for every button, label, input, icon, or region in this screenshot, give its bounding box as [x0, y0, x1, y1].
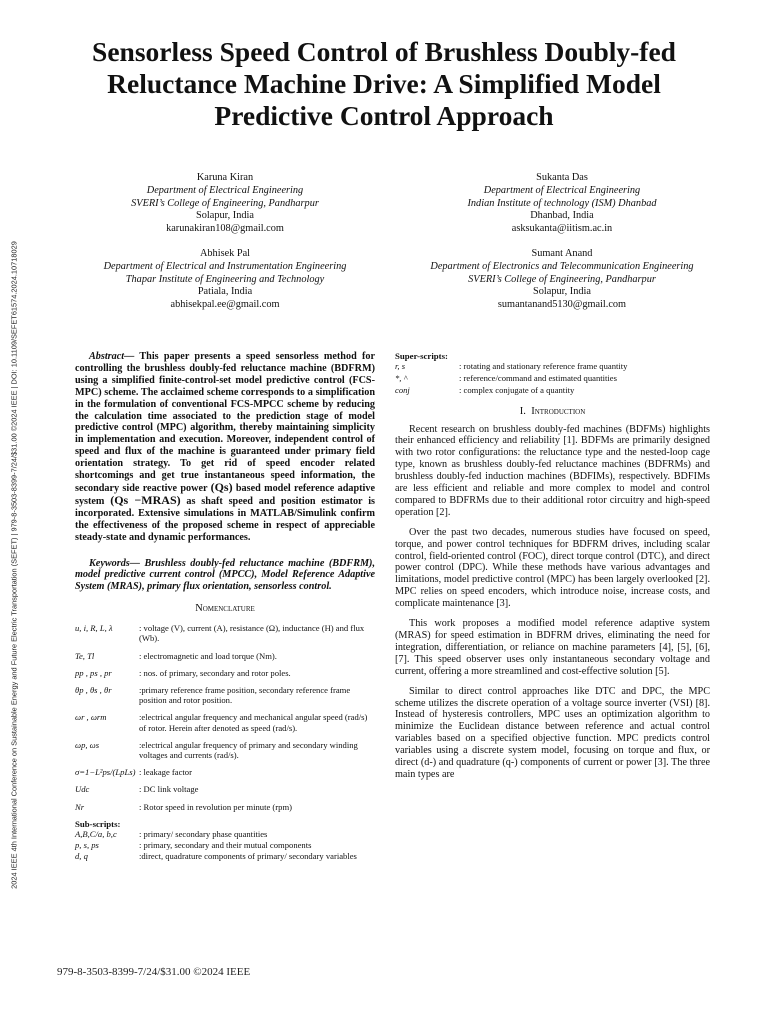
nomenclature-row	[75, 685, 375, 705]
nomenclature-symbol: Te, Tl	[75, 650, 95, 661]
nomenclature-symbol: A,B,C/a, b,c	[75, 828, 117, 839]
nomenclature-row	[75, 651, 375, 661]
nomenclature-row	[75, 767, 375, 777]
author-2: Sukanta Das Department of Electrical Engineering Indian Institute of technology (ISM) Dhanbad Dhanbad, India asksukanta@iitism.ac.in	[397, 172, 727, 236]
nomenclature-symbol: r, s	[395, 361, 406, 371]
nomenclature-symbol: *, ^	[395, 373, 408, 384]
nomenclature-row	[75, 784, 375, 794]
nomenclature-definition: : electromagnetic and load torque (Nm).	[139, 650, 277, 661]
nomenclature-definition: :primary reference frame position, secondary reference frame position and rotor position.	[139, 684, 351, 706]
nomenclature-symbol: d, q	[75, 851, 88, 862]
intro-paragraph: Similar to direct control approaches like DTC and DPC, the MPC scheme utilizes the discrete operation of a voltage source inverter (VSI) [8]. Instead of hysteresis controllers, MPC uses an optimization algorithm to minimize the Euclidean distance between reference and actual control variables based on a specified objective function. MPC predicts control variables using a discrete system model, focusing on torque and flux, or direct (d-) and quadrature (q-) components of current or power [3]. The three main types are	[395, 685, 710, 780]
nomenclature-definition: : voltage (V), current (A), resistance (Ω), inductance (H) and flux (Wb).	[139, 623, 365, 644]
nomenclature-row	[395, 385, 710, 395]
nomenclature-symbol: u, i, R, L, λ	[75, 623, 113, 634]
author-email[interactable]: karunakiran108@gmail.com	[166, 223, 284, 235]
qs-symbol: (Qs)	[210, 479, 233, 494]
nomenclature-heading: Nomenclature	[195, 603, 255, 615]
nomenclature-row	[75, 623, 375, 643]
nomenclature-symbol: σ=1−L²ps/(LpLs)	[75, 767, 136, 778]
nomenclature-row	[75, 740, 375, 760]
author-email[interactable]: asksukanta@iitism.ac.in	[511, 223, 613, 235]
paper-title: Sensorless Speed Control of Brushless Doubly-fed Reluctance Machine Drive: A Simplified Model Predictive Control Approach	[92, 36, 676, 131]
nomenclature-row	[395, 361, 710, 371]
section-heading-introduction: I. Introduction	[519, 405, 586, 417]
nomenclature-definition: : primary, secondary and their mutual components	[139, 839, 312, 850]
side-citation: 2024 IEEE 4th International Conference on Sustainable Energy and Future Electric Transportation (SEFET) | 979-8-3503-8399-7/24/$31.00 ©2024 IEEE | DOI: 10.1109/SEFET61574.2024.10718029	[9, 241, 19, 889]
nomenclature-symbol: pp , ps , pr	[75, 667, 112, 678]
nomenclature-definition: :electrical angular frequency of primary and secondary winding voltages and currents (rad/s).	[139, 739, 358, 760]
author-email[interactable]: abhisekpal.ee@gmail.com	[170, 299, 280, 311]
nomenclature-definition: :electrical angular frequency and mechanical angular speed (rad/s) of rotor. Herein after denoted as speed (rad/s).	[139, 712, 368, 733]
nomenclature-list	[75, 623, 375, 812]
left-column	[75, 351, 375, 862]
nomenclature-definition: : nos. of primary, secondary and rotor poles.	[139, 667, 291, 678]
nomenclature-symbol: ωp, ωs	[75, 739, 100, 750]
intro-paragraph: Recent research on brushless doubly-fed machines (BDFMs) highlights their enhanced efficiency and reliability [1]. BDFMs are primarily designed with two rotor configurations: the reluctance type and the nested-loop cage type, known as brushless doubly-fed reluctance machines (BDFRMs) and brushless doubly-fed induction machines (BDFIMs), respectively. BDFIMs are less efficient and reliable and more complex to model and control compared to BDFRMs due to their additional rotor circuitry and high-speed operation [2].	[395, 423, 710, 518]
nomenclature-definition: : rotating and stationary reference frame quantity	[459, 361, 628, 371]
intro-paragraph: This work proposes a modified model reference adaptive system (MRAS) for speed estimation in BDFRM drives, eliminating the need for integration, differentiation, or reliance on machine parameters [4], [5], [6], [7]. This speed observer uses only instantaneous secondary voltage and current, offering a more streamlined and cost-effective solution [5].	[395, 618, 710, 677]
author-3: Abhisek Pal Department of Electrical and Instrumentation Engineering Thapar Institute of Engineering and Technology Patiala, India abhisekpal.ee@gmail.com	[60, 248, 390, 312]
abstract: Abstract— This paper presents a speed sensorless method for controlling the brushless doubly-fed reluctance machine (BDFRM) using a simplified finite-control-set model predictive control (FCS-MPC) scheme. The acclaimed scheme corresponds to a simplification in the formulation of conventional FCS-MPCC scheme by reducing the calculation time associated to the prediction stage of model predictive control (MPC) algorithm, thereby maintaining simplicity in implementation and execution. Moreover, independent control of speed and flux of the machine is guaranteed under primary field orientation strategy. To get rid of speed encoder related shortcomings and get true instantaneous speed information, the secondary side reactive power (Qs) based model reference adaptive system (Qs −MRAS) as shaft speed and position estimator is incorporated. Extensive simulations in MATLAB/Simulink confirm the effectiveness of the proposed scheme in respect of appreciable steady-state and dynamic performances.	[75, 351, 375, 543]
nomenclature-symbol: Nr	[75, 801, 85, 812]
nomenclature-row	[75, 851, 375, 861]
subscripts-list	[75, 829, 375, 862]
nomenclature-row	[75, 712, 375, 732]
nomenclature-symbol: ωr , ωrm	[75, 712, 107, 723]
nomenclature-definition: : Rotor speed in revolution per minute (rpm)	[139, 801, 292, 812]
right-column	[395, 351, 710, 789]
nomenclature-row	[75, 829, 375, 839]
copyright-footer: 979-8-3503-8399-7/24/$31.00 ©2024 IEEE	[57, 966, 251, 978]
nomenclature-definition: : reference/command and estimated quantities	[459, 373, 617, 384]
nomenclature-symbol: conj	[395, 385, 410, 396]
nomenclature-row	[75, 840, 375, 850]
intro-paragraph: Over the past two decades, numerous studies have focused on speed, torque, and power control techniques for BDFRM drives, including scalar control, field-oriented control (FOC), direct torque control (DTC), and direct power control (DPC). While these methods have various advantages and limitations, model predictive control (MPC) has been largely overlooked [2]. MPC relies on speed encoders, which introduce noise, increase costs, and complicate maintenance [3].	[395, 526, 710, 610]
nomenclature-definition: : primary/ secondary phase quantities	[139, 828, 268, 839]
nomenclature-definition: :direct, quadrature components of primary/ secondary variables	[139, 851, 357, 862]
author-1: Karuna Kiran Department of Electrical Engineering SVERI’s College of Engineering, Pandharpur Solapur, India karunakiran108@gmail.com	[60, 172, 390, 236]
superscripts-list	[395, 361, 710, 396]
nomenclature-definition: : leakage factor	[139, 767, 192, 778]
nomenclature-row	[75, 802, 375, 812]
qs-mras-symbol: (Qs −MRAS)	[110, 492, 181, 507]
nomenclature-symbol: θp , θs , θr	[75, 684, 112, 695]
subscripts-heading: Sub-scripts:	[75, 818, 121, 829]
nomenclature-symbol: Udc	[75, 784, 90, 795]
author-email[interactable]: sumantanand5130@gmail.com	[497, 299, 627, 311]
nomenclature-definition: : complex conjugate of a quantity	[459, 385, 575, 396]
nomenclature-definition: : DC link voltage	[139, 784, 199, 795]
author-4: Sumant Anand Department of Electronics and Telecommunication Engineering SVERI’s College of Engineering, Pandharpur Solapur, India sumantanand5130@gmail.com	[397, 248, 727, 312]
nomenclature-symbol: p, s, ps	[75, 839, 99, 850]
keywords: Keywords— Brushless doubly-fed reluctance machine (BDFRM), model predictive current control (MPCC), Model Reference Adaptive System (MRAS), primary flux orientation, sensorless control.	[75, 557, 375, 593]
nomenclature-row	[75, 668, 375, 678]
nomenclature-row	[395, 373, 710, 383]
superscripts-heading: Super-scripts:	[395, 351, 448, 361]
